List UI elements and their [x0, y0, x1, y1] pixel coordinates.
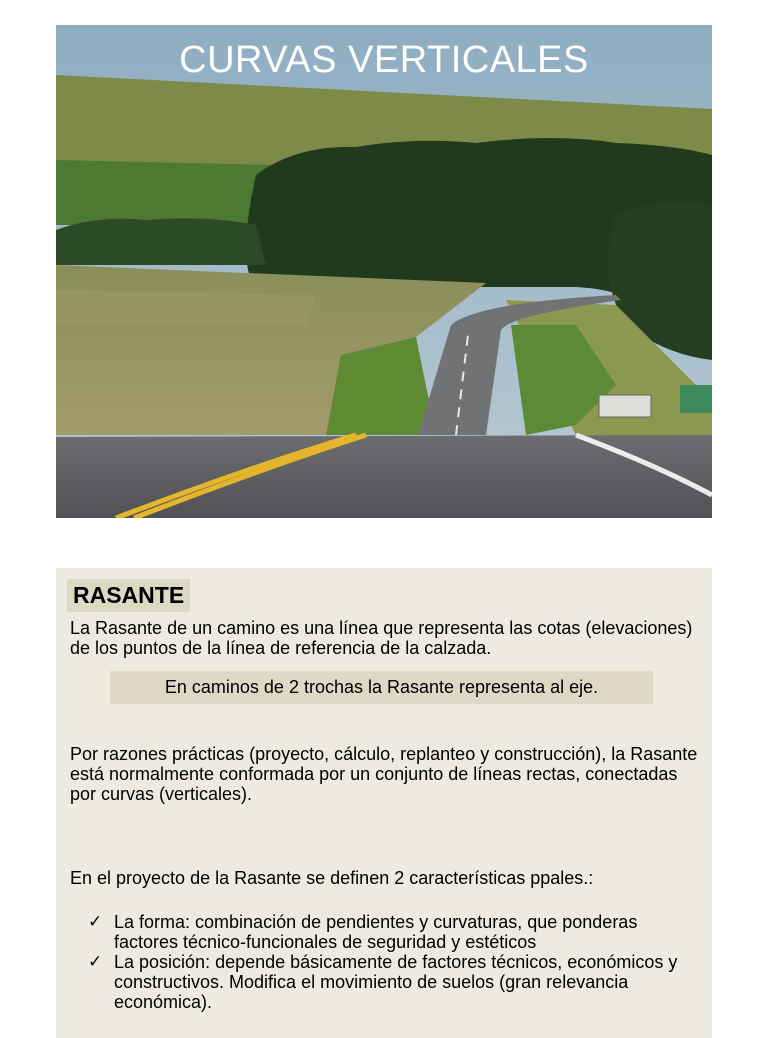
- definition-paragraph: La Rasante de un camino es una línea que representa las cotas (elevaciones) de los puntos de la línea de referencia de la calzada.: [70, 618, 693, 658]
- section-heading: RASANTE: [67, 579, 190, 612]
- list-item: [88, 912, 678, 952]
- page-title: CURVAS VERTICALES: [179, 39, 589, 81]
- checkmark-icon: ✓: [88, 952, 103, 971]
- characteristics-intro: En el proyecto de la Rasante se definen 2 características ppales.:: [70, 868, 594, 888]
- list-item: [88, 952, 678, 1012]
- list-item-text: La forma: combinación de pendientes y curvaturas, que ponderas factores técnico-funcionales de seguridad y estéticos: [114, 912, 638, 952]
- characteristics-list: [88, 912, 678, 1012]
- header-image: [56, 25, 712, 518]
- highlight-note: En caminos de 2 trochas la Rasante representa al eje.: [110, 671, 653, 704]
- list-item-text: La posición: depende básicamente de factores técnicos, económicos y constructivos. Modifica el movimiento de suelos (gran relevancia económica).: [114, 952, 678, 1012]
- road-landscape-photo: [56, 25, 712, 518]
- checkmark-icon: ✓: [88, 912, 103, 931]
- content-panel: [56, 568, 712, 1038]
- practical-paragraph: Por razones prácticas (proyecto, cálculo, replanteo y construcción), la Rasante está normalmente conformada por un conjunto de líneas rectas, conectadas por curvas (verticales).: [70, 744, 698, 804]
